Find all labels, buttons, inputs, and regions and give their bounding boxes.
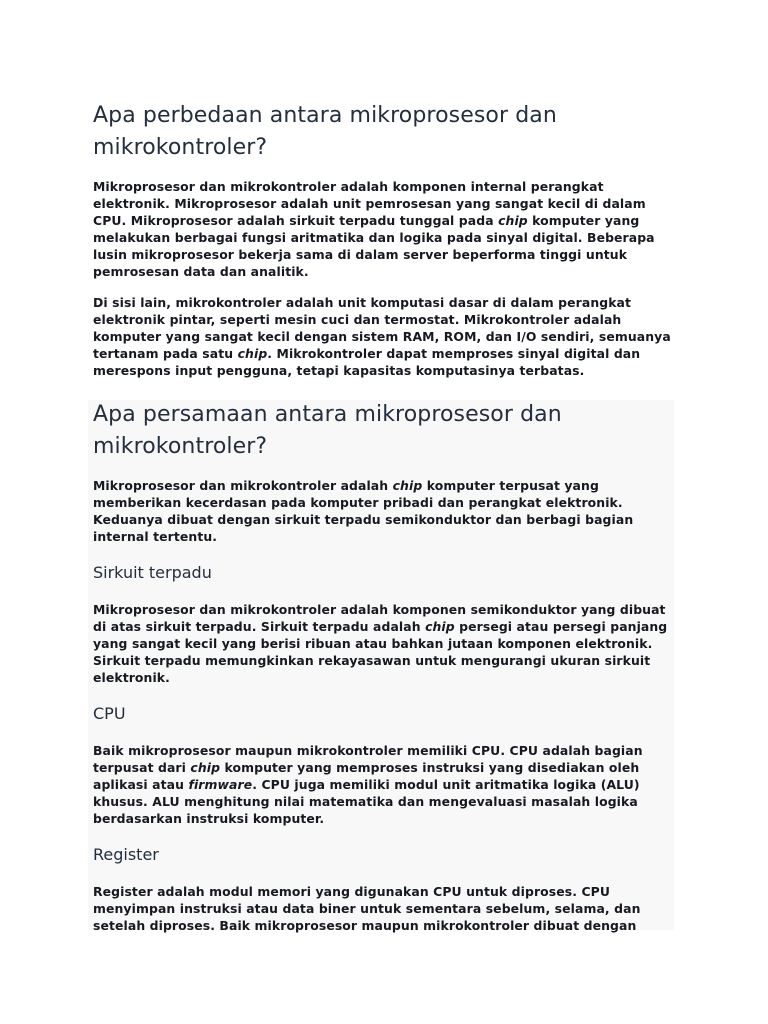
article-content xyxy=(93,100,679,934)
subheading-integrated-circuit: Sirkuit terpadu xyxy=(93,563,212,582)
paragraph-similarities-1: Mikroprosesor dan mikrokontroler adalah chip komputer terpusat yang memberikan kecerdasan pada komputer pribadi dan perangkat elektronik. Keduanya dibuat dengan sirkuit terpadu semikonduktor dan berbagi bagian internal tertentu. xyxy=(93,478,634,544)
subheading-register: Register xyxy=(93,845,159,864)
paragraph-differences-2: Di sisi lain, mikrokontroler adalah unit komputasi dasar di dalam perangkat elektronik pintar, seperti mesin cuci dan termostat. Mikrokontroler adalah komputer yang sangat kecil dengan sistem RAM, ROM, dan I/O sendiri, semuanya tertanam pada satu chip. Mikrokontroler dapat memproses sinyal digital dan merespons input pengguna, tetapi kapasitas komputasinya terbatas. xyxy=(93,295,671,378)
subheading-cpu: CPU xyxy=(93,704,126,723)
paragraph-cpu: Baik mikroprosesor maupun mikrokontroler memiliki CPU. CPU adalah bagian terpusat dari chip komputer yang memproses instruksi yang disediakan oleh aplikasi atau firmware. CPU juga memiliki modul unit aritmatika logika (ALU) khusus. ALU menghitung nilai matematika dan mengevaluasi masalah logika berdasarkan instruksi komputer. xyxy=(93,743,643,826)
heading-similarities: Apa persamaan antara mikroprosesor dan mikrokontroler? xyxy=(93,402,562,459)
paragraph-register: Register adalah modul memori yang digunakan CPU untuk diproses. CPU menyimpan instruksi atau data biner untuk sementara sebelum, selama, dan setelah diproses. Baik mikroprosesor maupun mikrokontroler dibuat dengan xyxy=(93,884,641,933)
heading-differences: Apa perbedaan antara mikroprosesor dan mikrokontroler? xyxy=(93,103,557,160)
paragraph-integrated-circuit: Mikroprosesor dan mikrokontroler adalah komponen semikonduktor yang dibuat di atas sirkuit terpadu. Sirkuit terpadu adalah chip persegi atau persegi panjang yang sangat kecil yang berisi ribuan atau bahkan jutaan komponen elektronik. Sirkuit terpadu memungkinkan rekayasawan untuk mengurangi ukuran sirkuit elektronik. xyxy=(93,602,668,685)
paragraph-differences-1: Mikroprosesor dan mikrokontroler adalah komponen internal perangkat elektronik. Mikroprosesor adalah unit pemrosesan yang sangat kecil di dalam CPU. Mikroprosesor adalah sirkuit terpadu tunggal pada chip komputer yang melakukan berbagai fungsi aritmatika dan logika pada sinyal digital. Beberapa lusin mikroprosesor bekerja sama di dalam server beperforma tinggi untuk pemrosesan data dan analitik. xyxy=(93,179,655,279)
